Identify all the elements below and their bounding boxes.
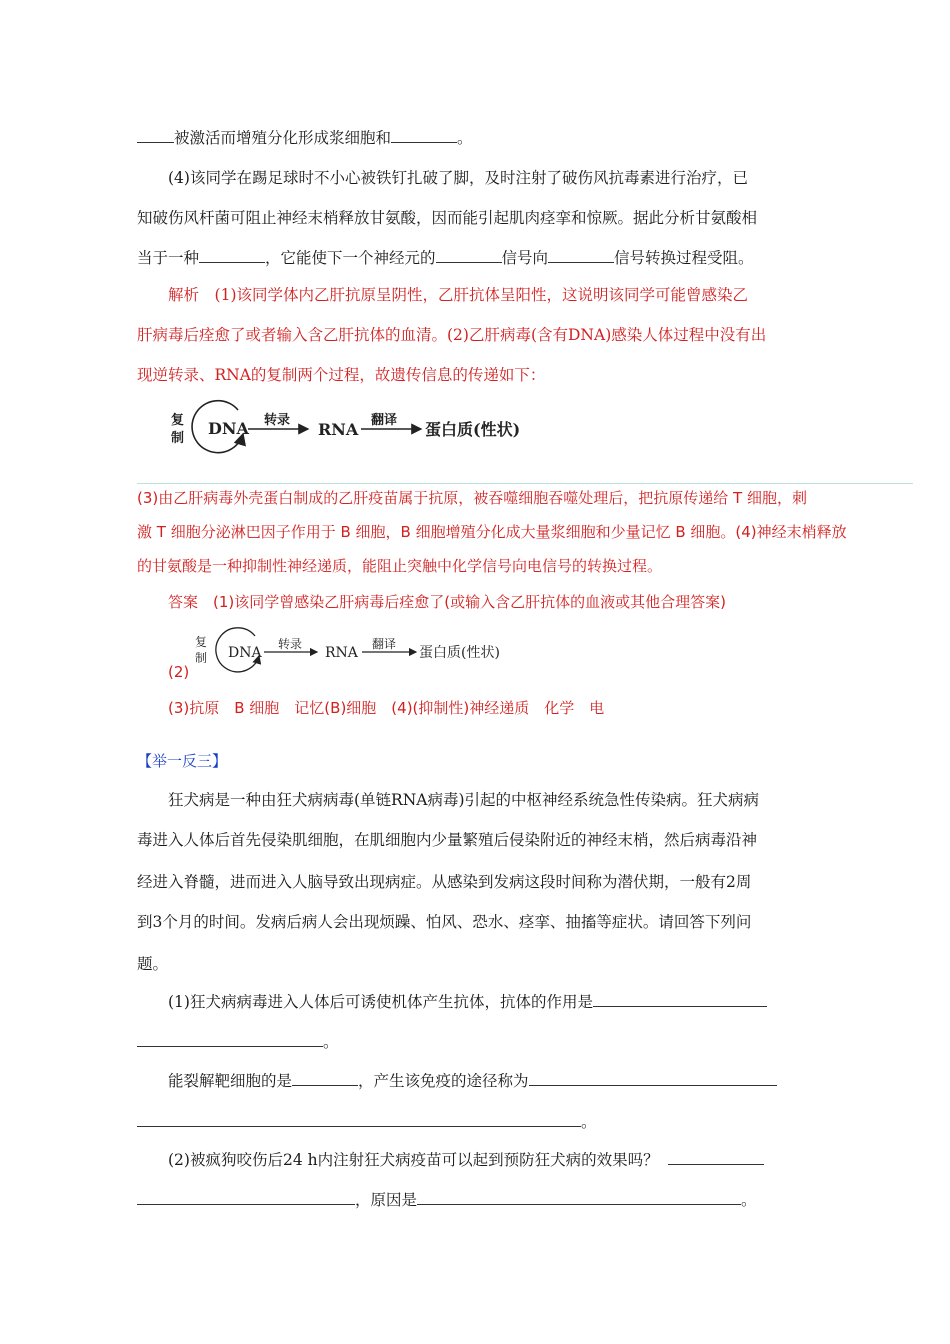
answer-blank[interactable] — [529, 1071, 777, 1086]
answer-blank[interactable] — [391, 128, 457, 143]
rna-node: RNA — [318, 420, 359, 439]
answer-label: 答案 — [168, 593, 199, 611]
answer-blank[interactable] — [548, 248, 614, 263]
problem-p4: 到3个月的时间。发病后病人会出现烦躁、怕风、恐水、痉挛、抽搐等症状。请回答下列问 — [137, 913, 752, 931]
answer-blank[interactable] — [199, 248, 265, 263]
problem-q2-line2: ，原因是 。 — [137, 1190, 757, 1210]
translation-label: 翻译 — [371, 413, 398, 428]
replicate-label-1: 复 — [171, 413, 185, 428]
answer-line1: 答案 (1)该同学曾感染乙肝病毒后痊愈了(或输入含乙肝抗体的血液或其他合理答案) — [168, 593, 726, 611]
rna-node: RNA — [325, 645, 358, 661]
answer-blank[interactable] — [137, 1190, 355, 1205]
problem-q1-line3: 能裂解靶细胞的是 ，产生该免疫的途径称为 — [168, 1071, 777, 1091]
dna-node: DNA — [228, 645, 262, 661]
q4-line2: 知破伤风杆菌可阻止神经末梢释放甘氨酸，因而能引起肌肉痉挛和惊厥。据此分析甘氨酸相 — [137, 209, 758, 227]
answer-blank[interactable] — [593, 992, 767, 1007]
analysis-line6: 的甘氨酸是一种抑制性神经递质，能阻止突触中化学信号向电信号的转换过程。 — [137, 557, 663, 575]
protein-node: 蛋白质(性状) — [425, 420, 521, 439]
transcription-label: 转录 — [278, 637, 303, 651]
answer-blank[interactable] — [436, 248, 502, 263]
section-heading: 【举一反三】 — [137, 752, 228, 770]
q4-line3: 当于一种 ，它能使下一个神经元的 信号向 信号转换过程受阻。 — [137, 249, 754, 267]
answer-blank[interactable] — [137, 128, 174, 143]
replicate-label-2: 制 — [171, 431, 185, 446]
analysis-line5: 激 T 细胞分泌淋巴因子作用于 B 细胞，B 细胞增殖分化成大量浆细胞和少量记忆 B 细胞。(4)神经末梢释放 — [137, 523, 847, 541]
answer-line3: (3)抗原 B 细胞 记忆(B)细胞 (4)(抑制性)神经递质 化学 电 — [168, 699, 605, 717]
answer-blank[interactable] — [668, 1150, 764, 1165]
q3-tail: 被激活而增殖分化形成浆细胞和 。 — [137, 128, 473, 148]
translation-label: 翻译 — [372, 637, 397, 651]
problem-p5: 题。 — [137, 955, 169, 973]
analysis-line4: (3)由乙肝病毒外壳蛋白制成的乙肝疫苗属于抗原，被吞噬细胞吞噬处理后，把抗原传递给 T 细胞，刺 — [137, 489, 807, 507]
problem-p1: 狂犬病是一种由狂犬病病毒(单链RNA病毒)引起的中枢神经系统急性传染病。狂犬病病 — [168, 791, 760, 809]
protein-node: 蛋白质(性状) — [419, 645, 500, 661]
transcription-label: 转录 — [264, 413, 291, 428]
gene-expression-diagram — [168, 398, 538, 462]
problem-q1-line1: (1)狂犬病病毒进入人体后可诱使机体产生抗体，抗体的作用是 — [168, 992, 767, 1012]
gene-expression-diagram-answer — [192, 626, 512, 676]
answer-blank[interactable] — [292, 1071, 358, 1086]
problem-q2-line1: (2)被疯狗咬伤后24 h内注射狂犬病疫苗可以起到预防狂犬病的效果吗？ — [168, 1150, 764, 1170]
answer-blank[interactable] — [137, 1032, 323, 1047]
problem-q1-line4: 。 — [137, 1112, 597, 1132]
analysis-line3: 现逆转录、RNA的复制两个过程，故遗传信息的传递如下： — [137, 366, 546, 384]
answer-blank[interactable] — [137, 1112, 581, 1127]
analysis-line1: 解析 (1)该同学体内乙肝抗原呈阴性，乙肝抗体呈阳性，这说明该同学可能曾感染乙 — [168, 286, 748, 304]
answer-blank[interactable] — [417, 1190, 741, 1205]
problem-p3: 经进入脊髓，进而进入人脑导致出现病症。从感染到发病这段时间称为潜伏期，一般有2周 — [137, 873, 752, 891]
dna-node: DNA — [208, 419, 249, 438]
divider — [137, 483, 913, 484]
problem-q1-line2: 。 — [137, 1032, 339, 1052]
q4-line1: (4)该同学在踢足球时不小心被铁钉扎破了脚，及时注射了破伤风抗毒素进行治疗，已 — [168, 169, 748, 187]
analysis-label: 解析 — [168, 286, 200, 304]
replicate-label-2: 制 — [195, 651, 208, 665]
replicate-label-1: 复 — [195, 635, 208, 649]
problem-p2: 毒进入人体后首先侵染肌细胞，在肌细胞内少量繁殖后侵染附近的神经末梢，然后病毒沿神 — [137, 831, 758, 849]
analysis-line2: 肝病毒后痊愈了或者输入含乙肝抗体的血清。(2)乙肝病毒(含有DNA)感染人体过程中没有出 — [137, 326, 767, 344]
answer-item2: (2) — [168, 663, 190, 681]
